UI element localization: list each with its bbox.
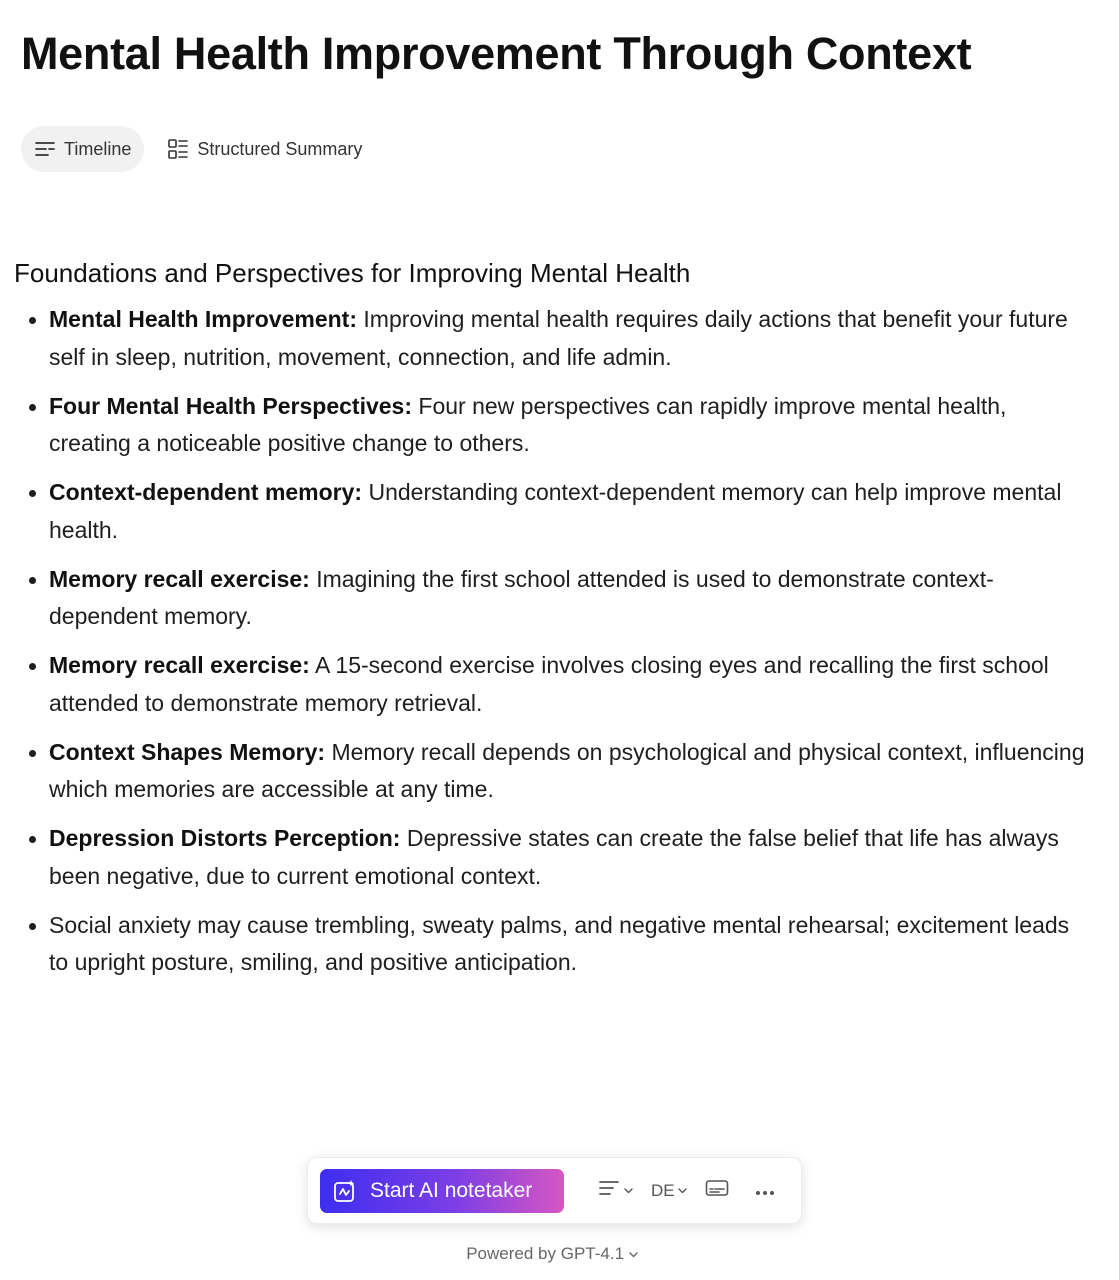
bullet-text: A 15-second exercise involves closing eyes and recalling the first school attended to demonstrate memory retrieval. — [49, 652, 1049, 716]
bullet-term: Context Shapes Memory: — [49, 738, 326, 765]
bullet-text: Understanding context-dependent memory can help improve mental health. — [49, 479, 1062, 543]
model-name: GPT-4.1 — [560, 1244, 625, 1263]
powered-by-label: Powered by — [466, 1244, 561, 1263]
bullet-term: Four Mental Health Perspectives: — [49, 392, 412, 419]
format-menu-button[interactable] — [599, 1179, 633, 1202]
tab-timeline[interactable] — [21, 126, 144, 172]
bullet-term: Context-dependent memory: — [49, 479, 363, 505]
bullet-term: Memory recall exercise: — [49, 652, 310, 678]
list-item — [49, 301, 1089, 376]
bullet-text: Depressive states can create the false belief that life has always been negative, due to current emotional context. — [49, 825, 1059, 889]
start-button-label: Start AI notetaker — [370, 1178, 533, 1202]
bullet-term: Mental Health Improvement: — [49, 306, 357, 332]
tab-label: Timeline — [64, 138, 132, 159]
chevron-down-icon — [678, 1188, 687, 1194]
start-ai-notetaker-button[interactable] — [320, 1169, 564, 1213]
notetaker-toolbar — [307, 1157, 802, 1224]
text-align-icon — [599, 1179, 621, 1202]
language-select[interactable] — [651, 1181, 687, 1201]
section-heading: Foundations and Perspectives for Improving Mental Health — [14, 258, 691, 288]
bullet-text: Imagining the first school attended is used to demonstrate context-dependent memory. — [49, 565, 994, 629]
more-options-button[interactable] — [755, 1181, 775, 1201]
notetaker-icon — [332, 1178, 358, 1204]
view-tabs — [21, 126, 375, 172]
bullet-text: Memory recall depends on psychological and physical context, influencing which memories are accessible at any time. — [49, 738, 1085, 802]
bullet-text: Improving mental health requires daily actions that benefit your future self in sleep, nutrition, movement, connection, and life admin. — [49, 306, 1068, 370]
tab-structured-summary[interactable] — [154, 126, 375, 172]
bullet-term: Depression Distorts Perception: — [49, 825, 401, 851]
tab-label: Structured Summary — [197, 138, 363, 159]
bullet-term: Memory recall exercise: — [49, 565, 310, 592]
more-icon — [755, 1181, 775, 1201]
list-item — [49, 561, 1089, 636]
list-item — [49, 647, 1089, 722]
list-item — [49, 474, 1089, 549]
chevron-down-icon — [629, 1244, 638, 1263]
language-value: DE — [651, 1180, 675, 1200]
list-item — [49, 734, 1089, 809]
bullet-text: Four new perspectives can rapidly improve mental health, creating a noticeable positive change to others. — [49, 392, 1007, 456]
subtitles-button[interactable] — [705, 1179, 729, 1202]
bullet-text: Social anxiety may cause trembling, sweaty palms, and negative mental rehearsal; excitement leads to upright posture, smiling, and positive anticipation. — [49, 911, 1070, 975]
list-item — [49, 820, 1089, 895]
list-item — [49, 907, 1089, 982]
summary-grid-icon — [167, 138, 189, 160]
model-select[interactable] — [561, 1244, 638, 1263]
powered-by-footer — [0, 1244, 1104, 1264]
list-item — [49, 388, 1089, 463]
subtitles-icon — [705, 1179, 729, 1202]
timeline-icon — [34, 138, 56, 160]
summary-list — [49, 301, 1089, 993]
chevron-down-icon — [624, 1188, 633, 1194]
page-title: Mental Health Improvement Through Context — [21, 28, 972, 79]
